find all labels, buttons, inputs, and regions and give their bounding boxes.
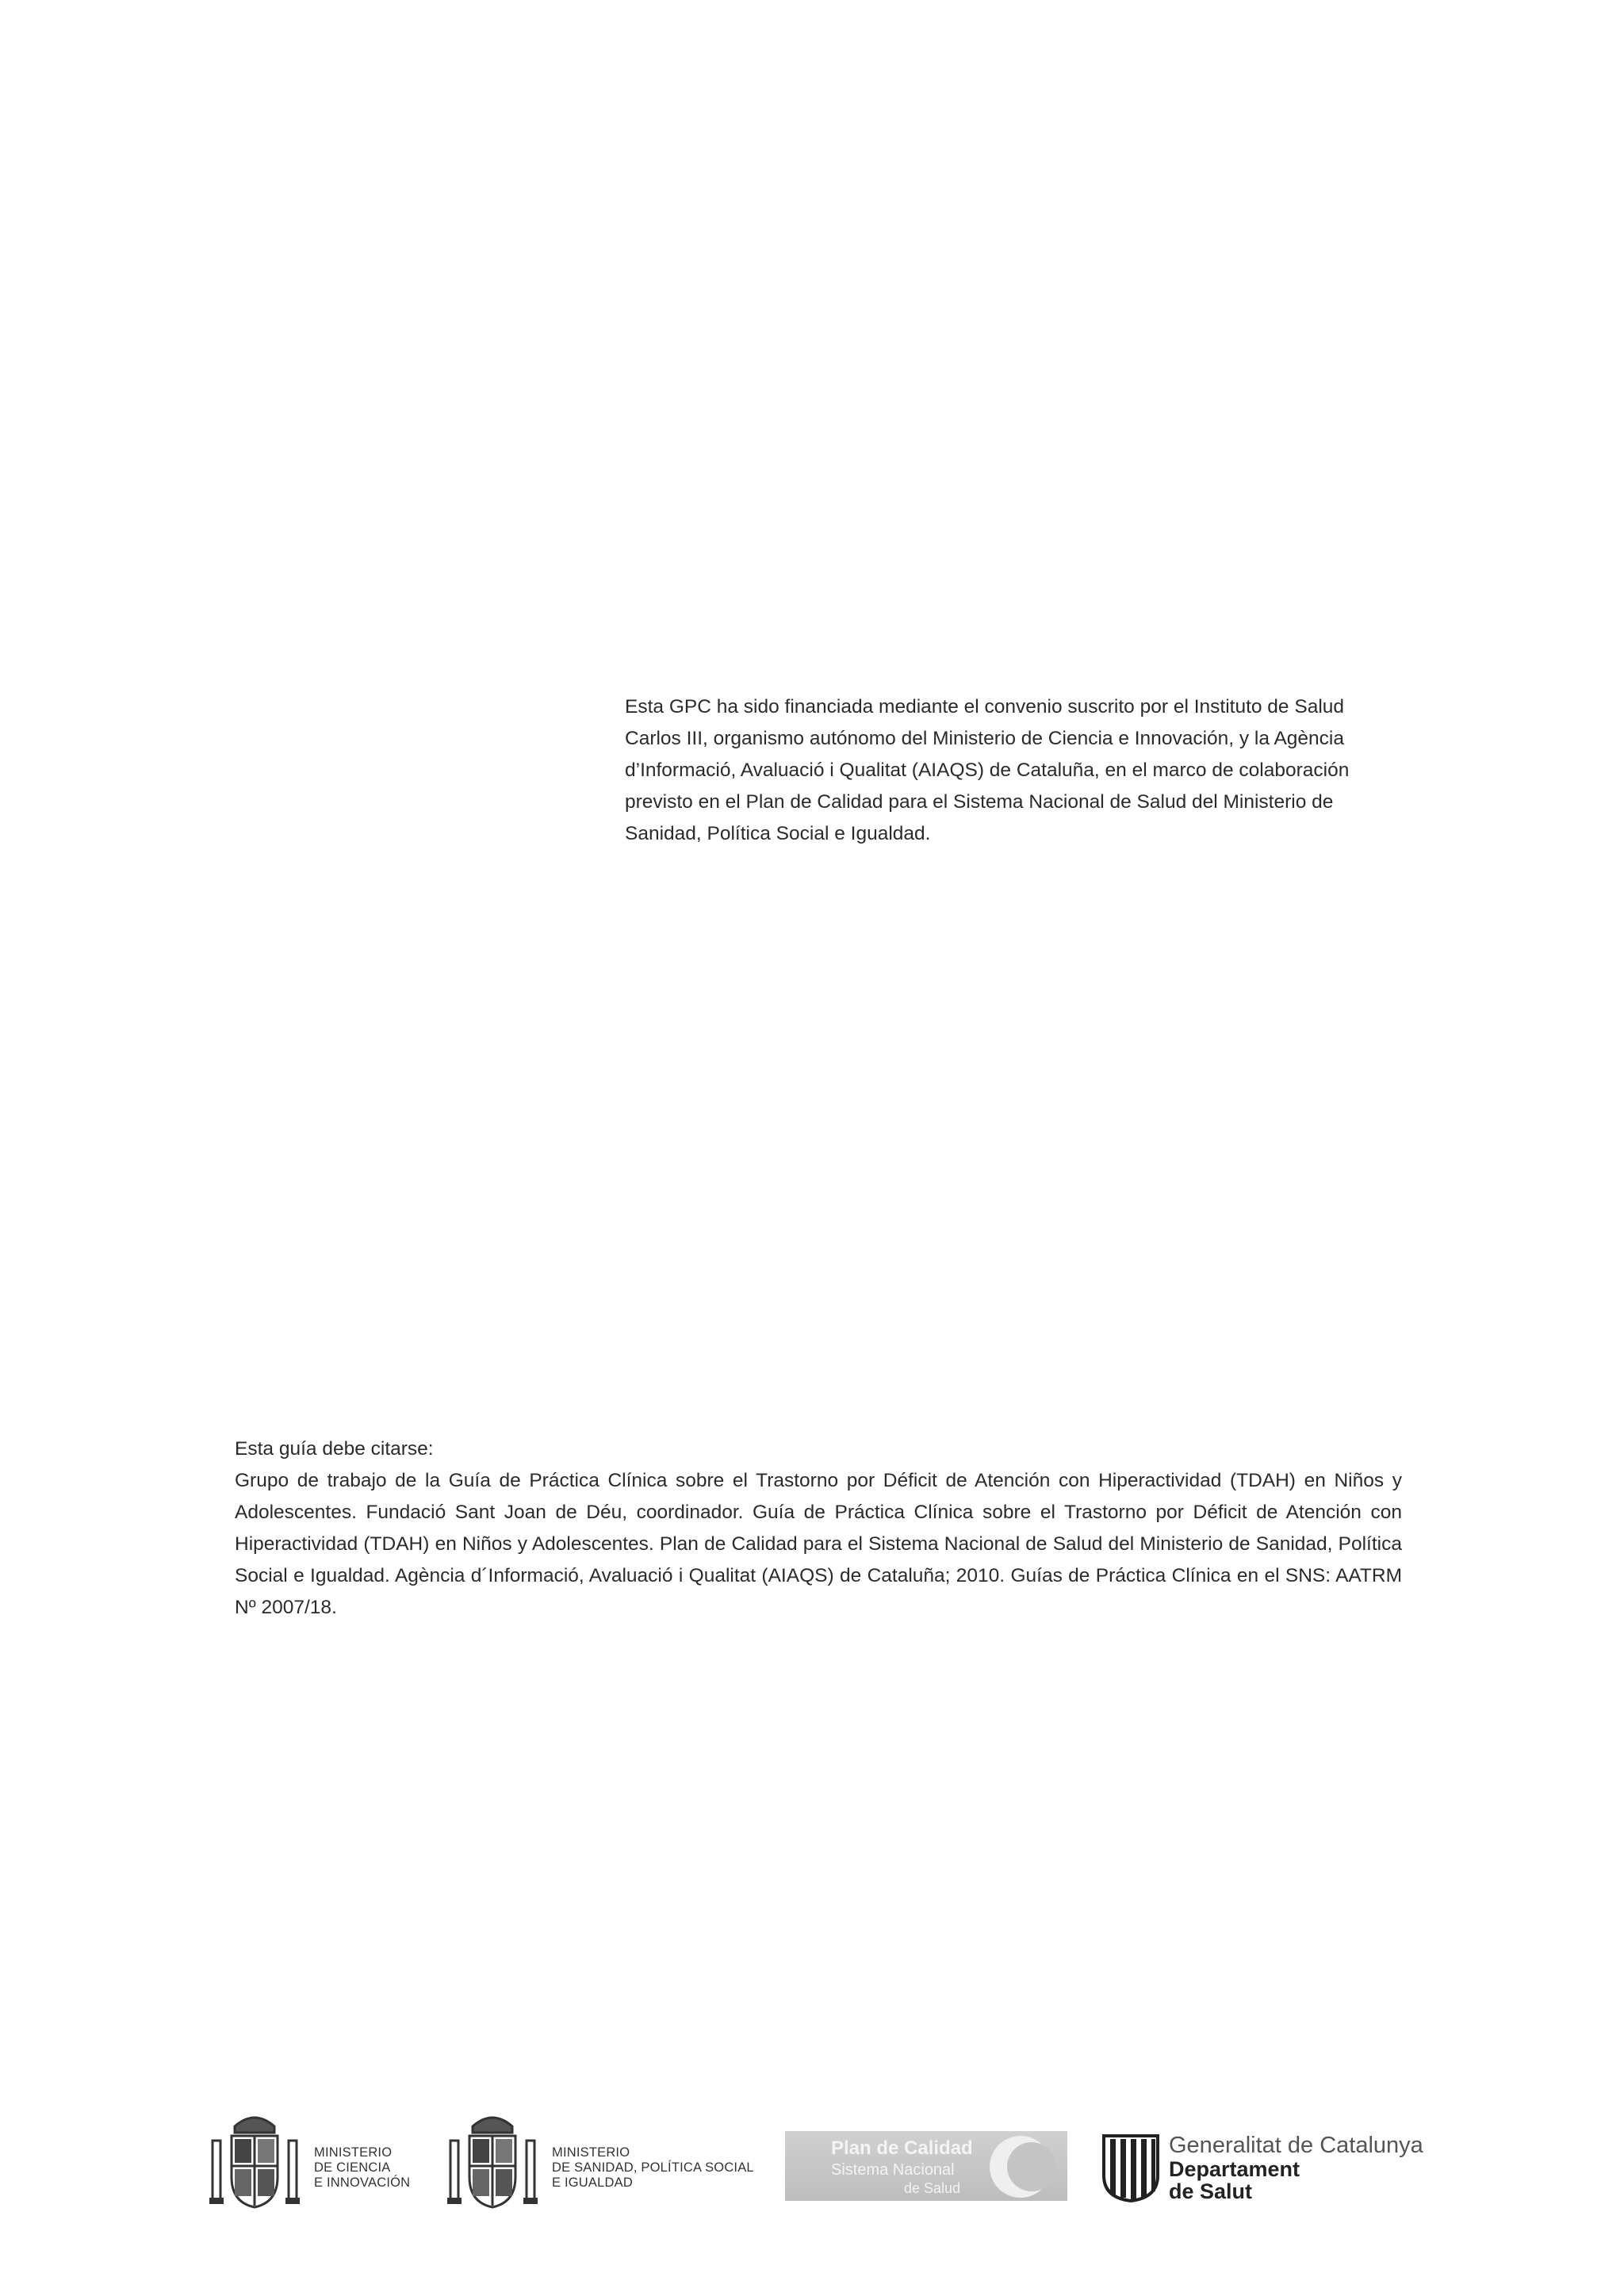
funding-line: Sanidad, Política Social e Igualdad. [625,823,931,844]
plan-calidad-logo [785,2131,1067,2201]
citation-heading: Esta guía debe citarse: [235,1438,434,1460]
generalitat-text [1169,2133,1423,2202]
generalitat-emblem-icon [1099,2131,1162,2202]
footer-logos [0,2109,1624,2204]
funding-line: Esta GPC ha sido financiada mediante el convenio suscrito por el Instituto de Salud [625,696,1345,718]
citation-block [235,1433,1402,1624]
plan-calidad-line: Plan de Calidad [831,2137,973,2159]
citation-text: Grupo de trabajo de la Guía de Práctica Clínica sobre el Trastorno por Déficit de Atención con Hiperactividad (TDAH) en Niños y Adolescentes. Fundació Sant Joan de Déu, coordinador. Guía de Práctica Clínica sobre el Trastorno por Déficit de Atención con Hiperactividad (TDAH) en Niños y Adolescentes. Plan de Calidad para el Sistema Nacional de Salud del Ministerio de Sanidad, Política Social e Igualdad. Agència d´Informació, Avaluació i Qualitat (AIAQS) de Cataluña; 2010. Guías de Práctica Clínica en el SNS: AATRM Nº 2007/18. [235,1470,1402,1618]
funding-line: previsto en el Plan de Calidad para el Sistema Nacional de Salud del Ministerio de [625,791,1334,813]
funding-line: Carlos III, organismo autónomo del Ministerio de Ciencia e Innovación, y la Agència [625,728,1344,749]
ministerio-ciencia-text: MINISTERIO DE CIENCIA E INNOVACIÓN [314,2145,411,2190]
coat-of-arms-icon [446,2109,539,2212]
generalitat-name: Generalitat de Catalunya [1169,2133,1423,2158]
funding-line: d’Informació, Avaluació i Qualitat (AIAQS) de Cataluña, en el marco de colaboración [625,760,1350,781]
salut-label: de Salut [1169,2179,1253,2203]
ministerio-sanidad-text: MINISTERIO DE SANIDAD, POLÍTICA SOCIAL E IGUALDAD [552,2145,754,2190]
departament-label: Departament [1169,2157,1300,2181]
coat-of-arms-icon [208,2109,301,2212]
plan-calidad-inner-circle-icon [1007,2142,1056,2191]
plan-calidad-line: Sistema Nacional [831,2161,955,2179]
plan-calidad-line: de Salud [904,2180,961,2196]
funding-note [625,691,1402,850]
